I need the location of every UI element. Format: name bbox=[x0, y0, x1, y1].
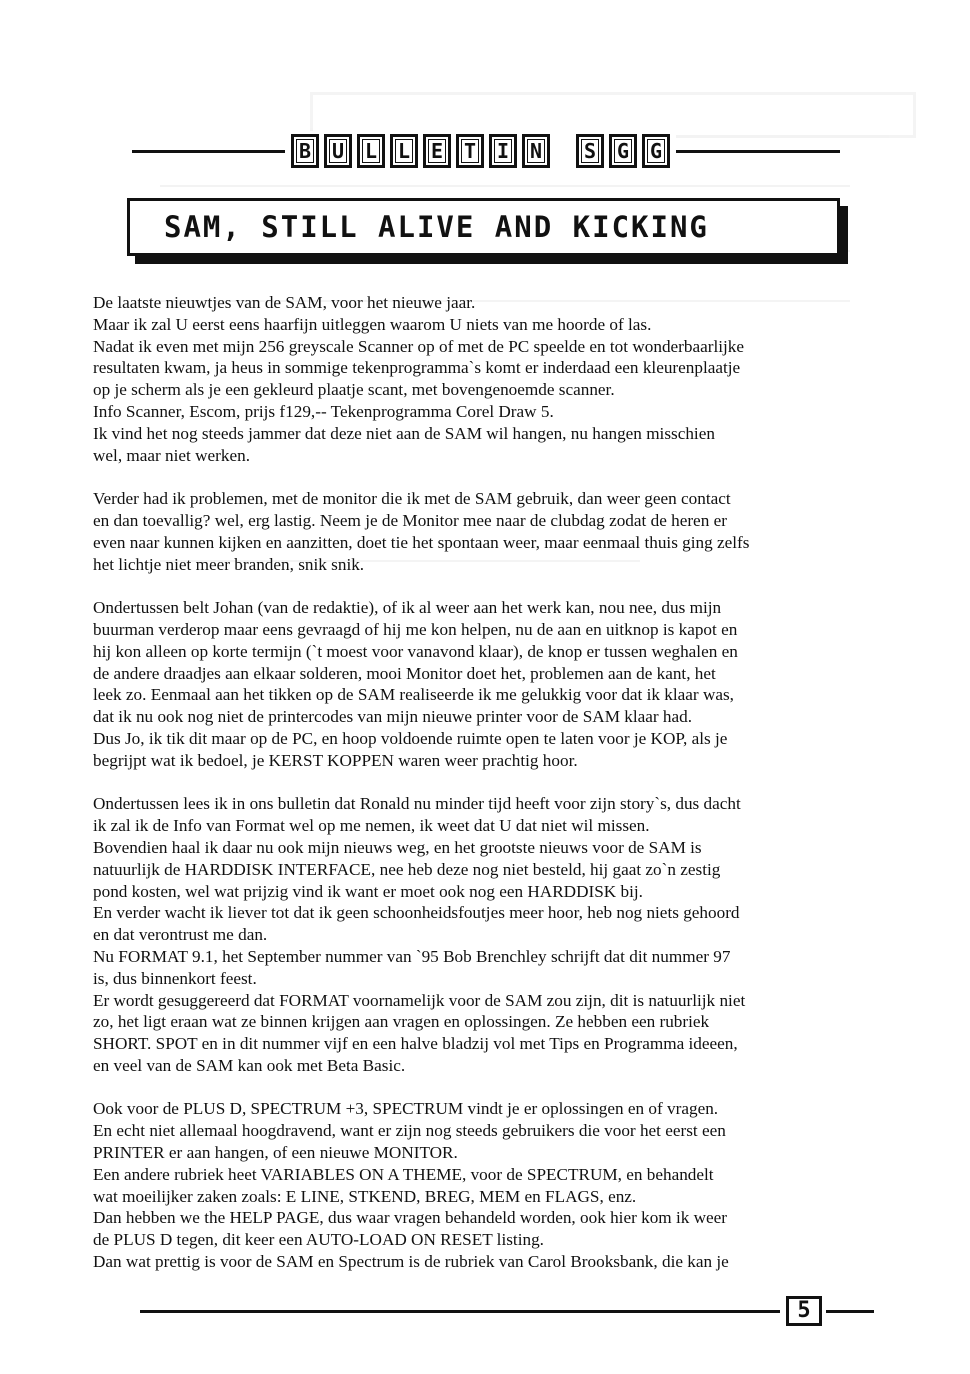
article-title: SAM, STILL ALIVE AND KICKING bbox=[164, 210, 709, 244]
paragraph bbox=[93, 597, 853, 771]
footer-rule bbox=[826, 1310, 874, 1313]
masthead-letter: G bbox=[609, 134, 637, 168]
text-line: Ondertussen lees ik in ons bulletin dat Ronald nu minder tijd heeft voor zijn story`s, dus dacht bbox=[93, 794, 741, 814]
text-line: wat moeilijker zaken zoals: E LINE, STKEND, BREG, MEM en FLAGS, enz. bbox=[93, 1186, 637, 1206]
paragraph bbox=[93, 793, 853, 1076]
masthead-letter: B bbox=[291, 134, 319, 168]
article-body bbox=[93, 292, 853, 1273]
text-line: En verder wacht ik liever tot dat ik geen schoonheidsfoutjes meer hoor, heb nog niets gehoord bbox=[93, 903, 740, 923]
masthead-letter: U bbox=[324, 134, 352, 168]
masthead-letter: G bbox=[642, 134, 670, 168]
text-line: Info Scanner, Escom, prijs f129,-- Tekenprogramma Corel Draw 5. bbox=[93, 401, 554, 421]
text-line: Dus Jo, ik tik dit maar op de PC, en hoop voldoende ruimte open te laten voor je KOP, als je bbox=[93, 728, 728, 748]
text-line: Ik vind het nog steeds jammer dat deze niet aan de SAM wil hangen, nu hangen misschien bbox=[93, 423, 715, 443]
text-line: En echt niet allemaal hoogdravend, want er zijn nog steeds gebruikers die voor het eerst een bbox=[93, 1121, 726, 1141]
text-line: het lichtje niet meer branden, snik snik. bbox=[93, 554, 365, 574]
text-line: op je scherm als je een gekleurd plaatje scant, met bovengenoemde scanner. bbox=[93, 380, 615, 400]
text-line: Dan wat prettig is voor de SAM en Spectrum is de rubriek van Carol Brooksbank, die kan je bbox=[93, 1252, 729, 1272]
text-line: Dan hebben we the HELP PAGE, dus waar vragen behandeld worden, ook hier kom ik weer bbox=[93, 1208, 728, 1228]
masthead-letter: T bbox=[456, 134, 484, 168]
text-line: begrijpt wat ik bedoel, je KERST KOPPEN waren weer prachtig hoor. bbox=[93, 750, 578, 770]
masthead-letter: L bbox=[357, 134, 385, 168]
text-line: de andere draadjes aan elkaar solderen, mooi Monitor doet het, problemen aan de kant, het bbox=[93, 663, 716, 683]
text-line: wel, maar niet werken. bbox=[93, 445, 251, 465]
text-line: Nadat ik even met mijn 256 greyscale Scanner op of met de PC speelde en tot wonderbaarlijke bbox=[93, 336, 745, 356]
masthead-letter: I bbox=[489, 134, 517, 168]
masthead-letter: L bbox=[390, 134, 418, 168]
page-number: 5 bbox=[786, 1296, 822, 1326]
text-line: is, dus binnenkort feest. bbox=[93, 968, 257, 988]
text-line: de PLUS D tegen, dit keer een AUTO-LOAD ON RESET listing. bbox=[93, 1230, 544, 1250]
text-line: Verder had ik problemen, met de monitor die ik met de SAM gebruik, dan weer geen contact bbox=[93, 489, 731, 509]
masthead-letter: E bbox=[423, 134, 451, 168]
text-line: ik zal ik de Info van Format wel op me nemen, ik weet dat U dat niet wil missen. bbox=[93, 816, 650, 836]
paragraph bbox=[93, 488, 853, 575]
text-line: PRINTER er aan hangen, of een nieuwe MONITOR. bbox=[93, 1143, 458, 1163]
text-line: en dan toevallig? wel, erg lastig. Neem je de Monitor mee naar de clubdag zodat de heren er bbox=[93, 510, 727, 530]
text-line: en veel van de SAM kan ook met Beta Basic. bbox=[93, 1055, 406, 1075]
text-line: leek zo. Eenmaal aan het tikken op de SAM realiseerde ik me gelukkig voor dat ik klaar was, bbox=[93, 685, 734, 705]
masthead-letter: N bbox=[522, 134, 550, 168]
text-line: hij kon alleen op korte termijn (`t moest voor vanavond klaar), de knop er tussen weghalen en bbox=[93, 641, 738, 661]
text-line: Er wordt gesuggereerd dat FORMAT voornamelijk voor de SAM zou zijn, dit is natuurlijk niet bbox=[93, 990, 746, 1010]
text-line: SHORT. SPOT en in dit nummer vijf en een halve bladzij vol met Tips en Programma ideeen, bbox=[93, 1034, 738, 1054]
text-line: Maar ik zal U eerst eens haarfijn uitleggen waarom U niets van me hoorde of las. bbox=[93, 314, 652, 334]
text-line: Ook voor de PLUS D, SPECTRUM +3, SPECTRUM vindt je er oplossingen en of vragen. bbox=[93, 1099, 719, 1119]
text-line: Nu FORMAT 9.1, het September nummer van `95 Bob Brenchley schrijft dat dit nummer 97 bbox=[93, 946, 731, 966]
masthead bbox=[285, 131, 676, 171]
paragraph bbox=[93, 1098, 853, 1272]
masthead-letter: S bbox=[576, 134, 604, 168]
text-line: resultaten kwam, ja heus in sommige tekenprogramma`s komt er inderdaad een kleurenplaatje bbox=[93, 358, 741, 378]
text-line: Een andere rubriek heet VARIABLES ON A THEME, voor de SPECTRUM, en behandelt bbox=[93, 1164, 714, 1184]
footer-rule bbox=[140, 1310, 780, 1313]
article-title-box bbox=[127, 198, 840, 256]
text-line: dat ik nu ook nog niet de printercodes van mijn nieuwe printer voor de SAM klaar had. bbox=[93, 707, 693, 727]
text-line: natuurlijk de HARDDISK INTERFACE, nee heb deze nog niet besteld, hij gaat zo`n zestig bbox=[93, 859, 721, 879]
text-line: Bovendien haal ik daar nu ook mijn nieuws weg, en het grootste nieuws voor de SAM is bbox=[93, 837, 702, 857]
text-line: buurman verderop maar eens gevraagd of hij me kon helpen, nu de aan en uitknop is kapot en bbox=[93, 619, 738, 639]
text-line: even naar kunnen kijken en aanzitten, doet tie het spontaan weer, maar eenmaal thuis ging zelfs bbox=[93, 532, 750, 552]
text-line: Ondertussen belt Johan (van de redaktie), of ik al weer aan het werk kan, nou nee, dus mijn bbox=[93, 598, 722, 618]
text-line: De laatste nieuwtjes van de SAM, voor het nieuwe jaar. bbox=[93, 293, 476, 312]
text-line: en dat verontrust me dan. bbox=[93, 925, 268, 945]
text-line: zo, het ligt eraan wat ze binnen krijgen aan vragen en oplossingen. Ze hebben een rubriek bbox=[93, 1012, 710, 1032]
text-line: pond kosten, wel wat prijzig vind ik want er moet ook nog een HARDDISK bij. bbox=[93, 881, 643, 901]
paragraph bbox=[93, 292, 853, 466]
